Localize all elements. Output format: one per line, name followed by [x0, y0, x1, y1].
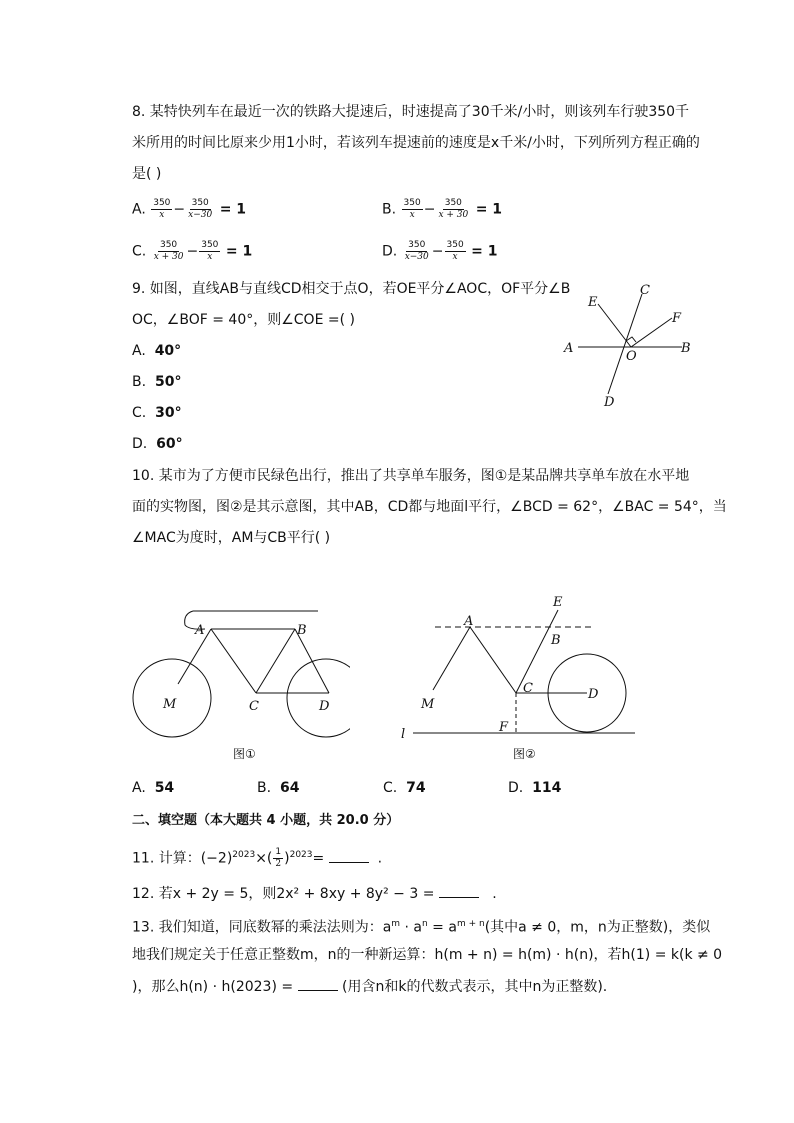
q12-line: 12. 若x + 2y = 5，则2x² + 8xy + 8y² − 3 = .: [132, 883, 497, 904]
q10-figure-2: [395, 590, 645, 770]
fig2-label-l: l: [401, 727, 406, 742]
q10-option-b[interactable]: B. 64: [257, 780, 300, 796]
seg-am: [433, 627, 470, 690]
q9-option-d[interactable]: D. 60°: [132, 436, 183, 452]
fig2-label-b: B: [551, 633, 561, 648]
label-f: F: [672, 311, 682, 326]
q13-line2: 地我们规定关于任意正整数m，n的一种新运算：h(m + n) = h(m) · h(n)，若h(1) = k(k ≠ 0: [132, 947, 723, 963]
label-a: A: [564, 341, 574, 356]
fig1-label-d: D: [319, 699, 330, 714]
fig2-caption: 图②: [513, 747, 536, 761]
seg-ac: [470, 627, 516, 693]
label-e: E: [588, 295, 598, 310]
q8-option-d[interactable]: D. $\frac{350}{x-30}$ − $\frac{350}{x}$ = 1: [382, 240, 498, 262]
label-c: C: [640, 283, 650, 298]
q13-line1: 13. 我们知道，同底数幂的乘法法则为：$a^m \cdot a^n = a^{m + n}$(其中a ≠ 0，m，n为正整数)，类似: [132, 919, 711, 936]
q9-line1: 9. 如图，直线AB与直线CD相交于点O，若OE平分∠AOC，OF平分∠B: [132, 281, 571, 297]
fig1-label-a: A: [195, 623, 205, 638]
q10-line3: ∠MAC为度时，AM与CB平行( ): [132, 530, 331, 546]
q10-option-a[interactable]: A. 54: [132, 780, 175, 796]
section-2-title: 二、填空题（本大题共 4 小题，共 20.0 分）: [132, 813, 400, 828]
bar-ac: [211, 629, 256, 693]
q8-line3: 是( ): [132, 166, 162, 182]
q10-option-d[interactable]: D. 114: [508, 780, 562, 796]
fig2-label-m: M: [421, 697, 435, 712]
q8-line1: 8. 某特快列车在最近一次的铁路大提速后，时速提高了30千米/小时，则该列车行驶350千: [132, 104, 690, 120]
q12-answer-blank[interactable]: [439, 883, 479, 898]
label-b: B: [681, 341, 691, 356]
q9-figure: [560, 280, 700, 415]
q9-option-c[interactable]: C. 30°: [132, 405, 182, 421]
q10-line1: 10. 某市为了方便市民绿色出行，推出了共享单车服务，图①是某品牌共享单车放在水平地: [132, 468, 690, 484]
q8-line2: 米所用的时间比原来少用1小时，若该列车提速前的速度是x千米/小时，下列所列方程正确的: [132, 135, 700, 151]
fig1-label-b: B: [297, 623, 307, 638]
q9-option-a[interactable]: A. 40°: [132, 343, 182, 359]
line-cd: [608, 294, 642, 394]
fig1-label-m: M: [163, 697, 177, 712]
front-wheel: [287, 659, 350, 737]
q9-line2: OC，∠BOF = 40°，则∠COE =( ): [132, 312, 355, 328]
q9-option-b[interactable]: B. 50°: [132, 374, 182, 390]
fig2-label-f: F: [499, 720, 509, 735]
fig2-label-c: C: [523, 681, 533, 696]
fig2-label-d: D: [588, 687, 599, 702]
q10-option-c[interactable]: C. 74: [383, 780, 426, 796]
label-d: D: [604, 395, 615, 410]
q8-option-b[interactable]: B. $\frac{350}{x}$ − $\frac{350}{x + 30}$ = 1: [382, 198, 503, 220]
bar-bd: [295, 629, 329, 693]
q11-answer-blank[interactable]: [329, 848, 369, 863]
q13-line3: )，那么h(n) · h(2023) = (用含n和k的代数式表示，其中n为正整数).: [132, 976, 607, 997]
fig2-label-a: A: [464, 614, 474, 629]
bar-bc: [256, 629, 295, 693]
ray-of: [631, 318, 672, 347]
q10-figure-1: [125, 600, 350, 770]
q10-line2: 面的实物图，图②是其示意图，其中AB，CD都与地面l平行，∠BCD = 62°，∠BAC = 54°，当: [132, 499, 727, 515]
label-o: O: [626, 349, 637, 364]
fig1-caption: 图①: [233, 747, 256, 761]
q13-answer-blank[interactable]: [298, 976, 338, 991]
q8-option-a[interactable]: A. $\frac{350}{x}$ − $\frac{350}{x-30}$ = 1: [132, 198, 247, 220]
fig1-label-c: C: [249, 699, 259, 714]
fig2-label-e: E: [553, 595, 563, 610]
q8-option-c[interactable]: C. $\frac{350}{x + 30}$ − $\frac{350}{x}$ = 1: [132, 240, 253, 262]
q11-line: 11. 计算：$(-2)^{2023}\times$( $\frac{1}{2}$ )$^{2023}$= .: [132, 847, 383, 870]
